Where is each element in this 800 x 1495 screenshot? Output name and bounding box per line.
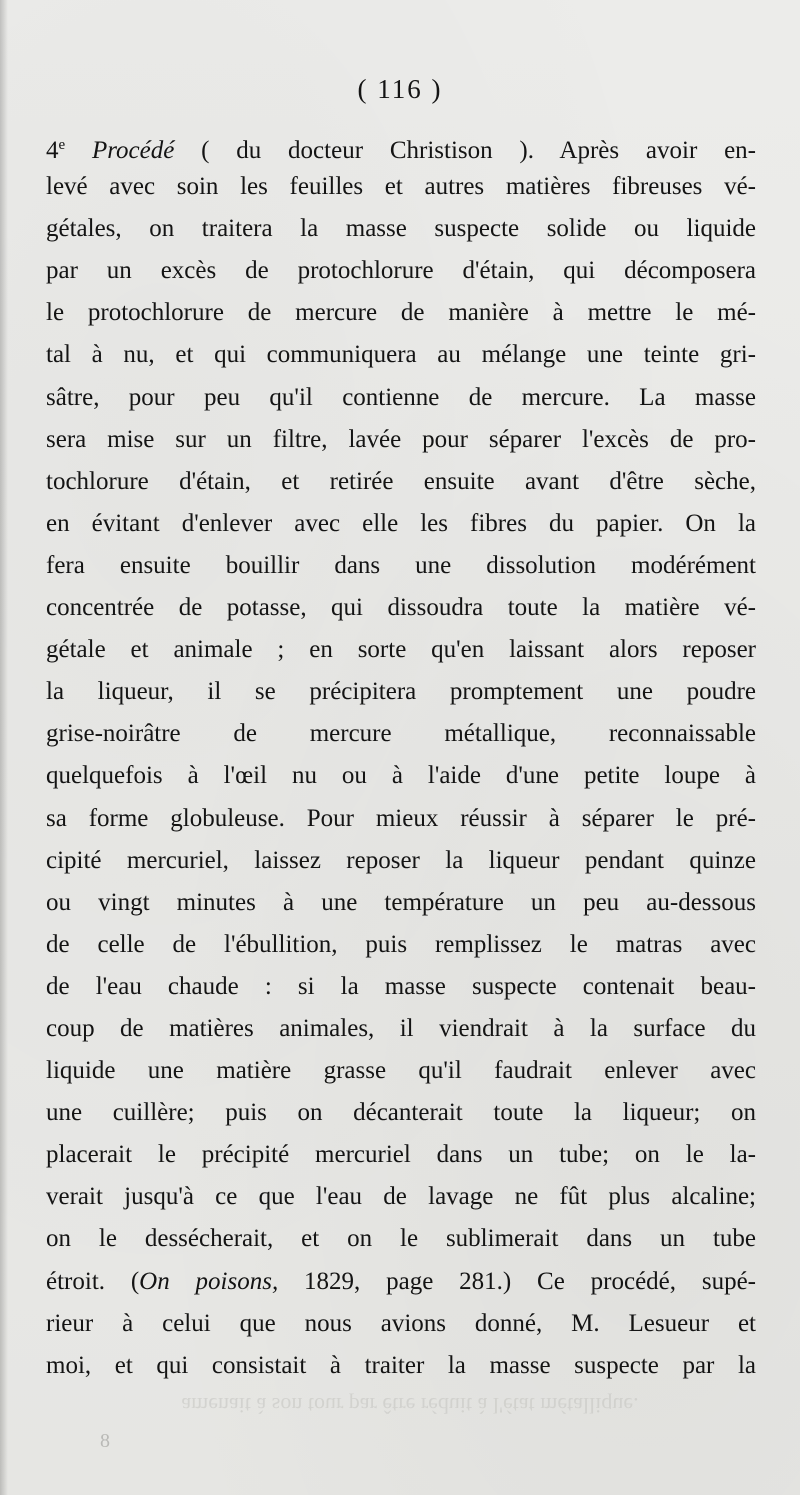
text-line: on le dessécherait, et on le sublimerait dans un tube	[46, 1225, 756, 1253]
body-paragraph	[46, 124, 756, 1387]
text-line: tal à nu, et qui communiquera au mélange une teinte gri-	[46, 341, 756, 369]
text-line: la liqueur, il se précipitera promptement une poudre	[46, 678, 756, 706]
text-line: fera ensuite bouillir dans une dissolution modérément	[46, 551, 756, 579]
text-line: gétale et animale ; en sorte qu'en laissant alors reposer	[46, 636, 756, 664]
text-line: cipité mercuriel, laissez reposer la liqueur pendant quinze	[46, 846, 756, 874]
citation-line	[46, 1261, 756, 1303]
text-line: de l'eau chaude : si la masse suspecte contenait beau-	[46, 972, 756, 1000]
procede-heading: Procédé	[91, 137, 175, 164]
text-line: en évitant d'enlever avec elle les fibres du papier. On la	[46, 509, 756, 537]
page-number: ( 116 )	[357, 74, 443, 104]
citation-after: 1829, page 281.) Ce procédé, supé-	[278, 1267, 756, 1295]
citation-before: étroit. (	[46, 1267, 140, 1295]
text-line: le protochlorure de mercure de manière à mettre le mé-	[46, 299, 756, 327]
text-line: sa forme globuleuse. Pour mieux réussir à séparer le pré-	[46, 804, 756, 832]
signature-mark: 8	[100, 1430, 110, 1452]
text-line: placerait le précipité mercuriel dans un tube; on le la-	[46, 1141, 756, 1169]
text-line: par un excès de protochlorure d'étain, qui décomposera	[46, 257, 756, 285]
text-line: tochlorure d'étain, et retirée ensuite avant d'être sèche,	[46, 467, 756, 495]
citation-title: On poisons,	[139, 1267, 279, 1295]
text-line: une cuillère; puis on décanterait toute la liqueur; on	[46, 1099, 756, 1127]
text-line: liquide une matière grasse qu'il faudrait enlever avec	[46, 1057, 756, 1085]
text-line-1	[46, 124, 756, 166]
ordinal-superscript: e	[58, 137, 66, 153]
text-line: coup de matières animales, il viendrait à la surface du	[46, 1014, 756, 1042]
text-line: grise-noirâtre de mercure métallique, reconnaissable	[46, 720, 756, 748]
text-line: levé avec soin les feuilles et autres matières fibreuses vé-	[46, 173, 756, 201]
text-line: gétales, on traitera la masse suspecte solide ou liquide	[46, 215, 756, 243]
text-line: quelquefois à l'œil nu ou à l'aide d'une petite loupe à	[46, 762, 756, 790]
show-through-text: amenait à son tour par être réduit à l'état métallique.	[181, 1393, 639, 1418]
text-line: sâtre, pour peu qu'il contienne de mercure. La masse	[46, 383, 756, 411]
ordinal-number: 4	[46, 137, 59, 164]
text-line: ou vingt minutes à une température un peu au-dessous	[46, 888, 756, 916]
text-line: moi, et qui consistait à traiter la masse suspecte par la	[46, 1351, 756, 1379]
first-line-rest: ( du docteur Christison ). Après avoir en-	[201, 137, 756, 164]
text-line: verait jusqu'à ce que l'eau de lavage ne fût plus alcaline;	[46, 1183, 756, 1211]
text-line: sera mise sur un filtre, lavée pour séparer l'excès de pro-	[46, 425, 756, 453]
text-line: de celle de l'ébullition, puis remplissez le matras avec	[46, 930, 756, 958]
text-line: concentrée de potasse, qui dissoudra toute la matière vé-	[46, 594, 756, 622]
text-line: rieur à celui que nous avions donné, M. Lesueur et	[46, 1309, 756, 1337]
